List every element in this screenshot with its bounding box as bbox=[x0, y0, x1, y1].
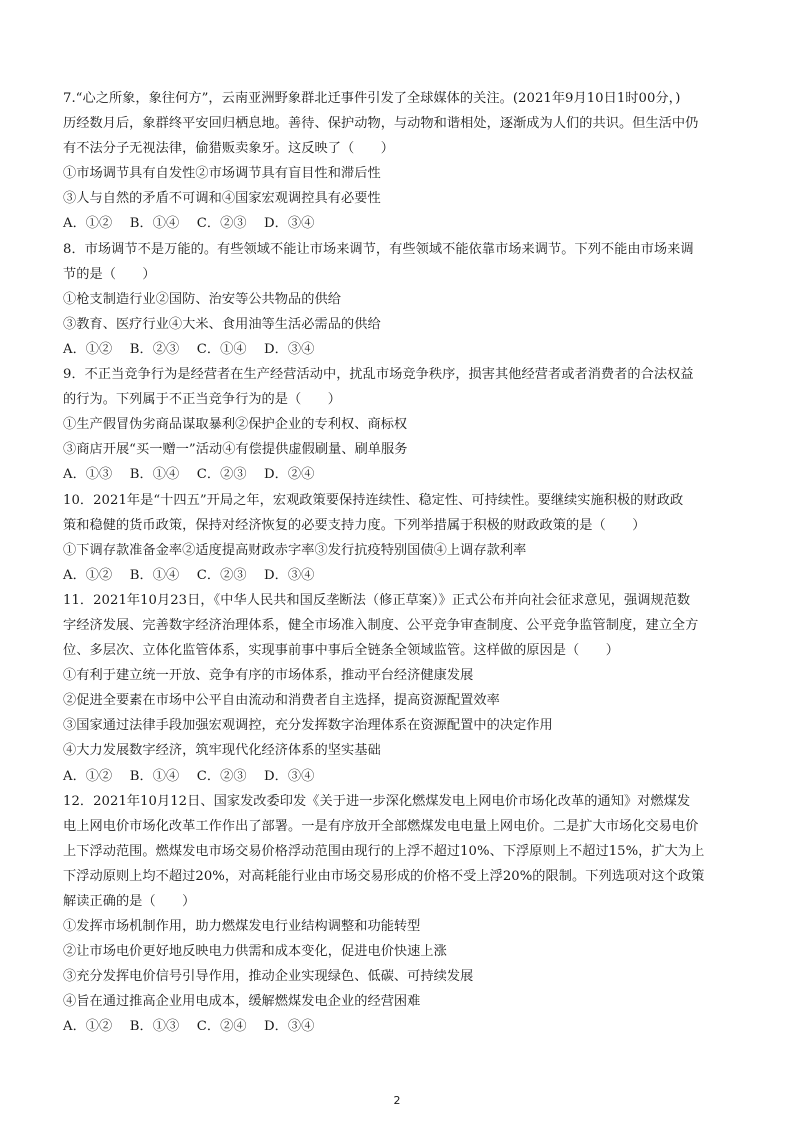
page-number: 2 bbox=[393, 1094, 401, 1107]
question-stem-line: 9．不正当竞争行为是经营者在生产经营活动中，扰乱市场竞争秩序，损害其他经营者或者消费者的合法权益 bbox=[63, 367, 694, 383]
statement-options: ①生产假冒伪劣商品谋取暴利②保护企业的专利权、商标权 bbox=[63, 417, 408, 433]
question-stem-line: 有不法分子无视法律，偷猎贩卖象牙。这反映了（ ） bbox=[63, 141, 394, 157]
question-stem-line: 的行为。下列属于不正当竞争行为的是（ ） bbox=[63, 392, 341, 408]
question-stem-line: 解读正确的是（ ） bbox=[63, 894, 196, 909]
statement-options: ①市场调节具有自发性②市场调节具有盲目性和滞后性 bbox=[63, 166, 381, 182]
question-stem-line: 下浮动原则上均不超过20%，对高耗能行业由市场交易形成的价格不受上浮20%的限制。下列选项对这个政策 bbox=[63, 868, 705, 884]
question-stem-line: 电上网电价市场化改革工作作出了部署。一是有序放开全部燃煤发电电量上网电价。二是扩大市场化交易电价 bbox=[63, 818, 699, 834]
question-stem-line: 7.“心之所象，象往何方”，云南亚洲野象群北迁事件引发了全球媒体的关注。(2021年9月10日1时00分，) bbox=[63, 91, 681, 106]
question-stem-line: 11．2021年10月23日，《中华人民共和国反垄断法（修正草案）》正式公布并向社会征求意见，强调规范数 bbox=[63, 592, 691, 608]
answer-choices: A．①② B．①④ C．②③ D．③④ bbox=[63, 768, 315, 784]
statement-options: ①下调存款准备金率②适度提高财政赤字率③发行抗疫特别国债④上调存款利率 bbox=[63, 542, 527, 558]
statement-options: ①有利于建立统一开放、竞争有序的市场体系，推动平台经济健康发展 bbox=[63, 668, 474, 684]
statement-options: ③人与自然的矛盾不可调和④国家宏观调控具有必要性 bbox=[63, 191, 381, 207]
question-12 bbox=[63, 789, 743, 1040]
answer-choices: A．①② B．①③ C．②④ D．③④ bbox=[63, 1019, 315, 1035]
statement-options: ③教育、医疗行业④大米、食用油等生活必需品的供给 bbox=[63, 316, 381, 332]
question-stem-line: 节的是（ ） bbox=[63, 266, 156, 282]
question-8 bbox=[63, 237, 743, 362]
question-stem-line: 上下浮动范围。燃煤发电市场交易价格浮动范围由现行的上浮不超过10%、下浮原则上不超过15%，扩大为上 bbox=[63, 843, 705, 859]
answer-choices: A．①③ B．①④ C．②③ D．②④ bbox=[63, 467, 315, 483]
question-stem-line: 历经数月后，象群终平安回归栖息地。善待、保护动物，与动物和谐相处，逐渐成为人们的共识。但生活中仍 bbox=[63, 116, 699, 132]
question-stem-line: 策和稳健的货币政策，保持对经济恢复的必要支持力度。下列举措属于积极的财政政策的是（ ） bbox=[63, 517, 646, 533]
statement-options: ②促进全要素在市场中公平自由流动和消费者自主选择，提高资源配置效率 bbox=[63, 693, 500, 709]
answer-choices: A．①② B．①④ C．②③ D．③④ bbox=[63, 567, 315, 583]
question-11 bbox=[63, 588, 743, 789]
question-stem-line: 12．2021年10月12日、国家发改委印发《关于进一步深化燃煤发电上网电价市场化改革的通知》对燃煤发 bbox=[63, 793, 691, 809]
statement-options: ①枪支制造行业②国防、治安等公共物品的供给 bbox=[63, 291, 341, 307]
statement-options: ②让市场电价更好地反映电力供需和成本变化，促进电价快速上涨 bbox=[63, 944, 447, 960]
question-7 bbox=[63, 86, 743, 237]
exam-page bbox=[63, 86, 743, 1040]
question-9 bbox=[63, 362, 743, 487]
statement-options: ④旨在通过推高企业用电成本，缓解燃煤发电企业的经营困难 bbox=[63, 994, 421, 1010]
statement-options: ③充分发挥电价信号引导作用，推动企业实现绿色、低碳、可持续发展 bbox=[63, 969, 474, 985]
statement-options: ④大力发展数字经济，筑牢现代化经济体系的坚实基础 bbox=[63, 743, 381, 759]
question-stem-line: 位、多层次、立体化监管体系，实现事前事中事后全链条全领域监管。这样做的原因是（ ） bbox=[63, 643, 619, 659]
statement-options: ③国家通过法律手段加强宏观调控，充分发挥数字治理体系在资源配置中的决定作用 bbox=[63, 718, 553, 734]
question-stem-line: 10．2021年是“十四五”开局之年，宏观政策要保持连续性、稳定性、可持续性。要继续实施积极的财政政 bbox=[63, 492, 684, 508]
statement-options: ①发挥市场机制作用，助力燃煤发电行业结构调整和功能转型 bbox=[63, 919, 421, 935]
question-stem-line: 8．市场调节不是万能的。有些领域不能让市场来调节，有些领域不能依靠市场来调节。下列不能由市场来调 bbox=[63, 241, 694, 257]
answer-choices: A．①② B．①④ C．②③ D．③④ bbox=[63, 216, 315, 232]
question-10 bbox=[63, 488, 743, 588]
answer-choices: A．①② B．②③ C．①④ D．③④ bbox=[63, 341, 315, 357]
question-stem-line: 字经济发展、完善数字经济治理体系，健全市场准入制度、公平竞争审查制度、公平竞争监管制度，建立全方 bbox=[63, 617, 699, 633]
statement-options: ③商店开展“买一赠一”活动④有偿提供虚假刷量、刷单服务 bbox=[63, 442, 408, 458]
